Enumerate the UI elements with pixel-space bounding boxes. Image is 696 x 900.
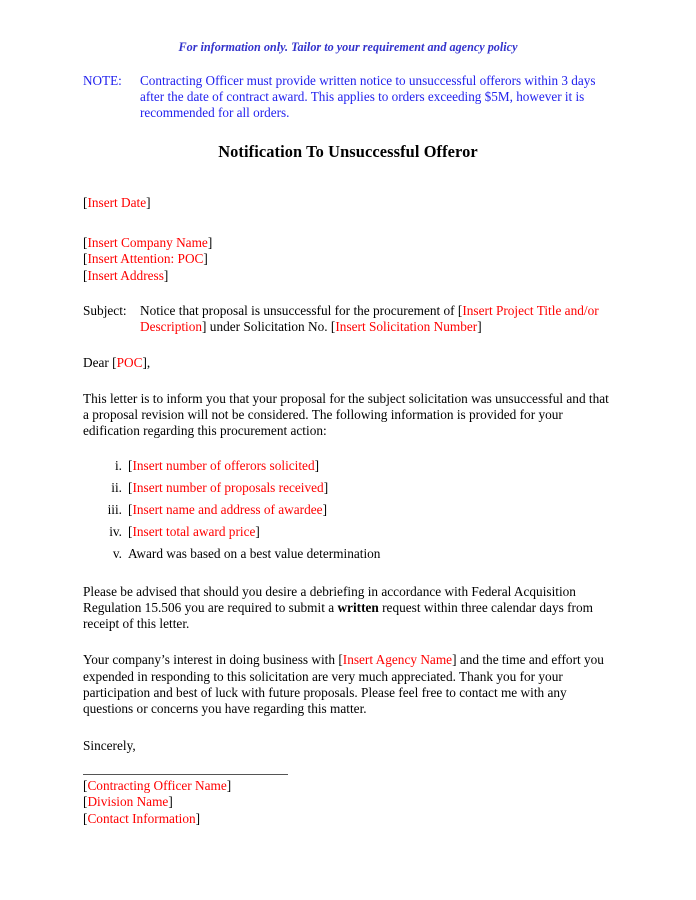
addressee-block: [83, 235, 613, 284]
list-marker: v.: [112, 546, 122, 562]
bracket-open: [: [83, 267, 88, 283]
attention-placeholder: Insert Attention: POC: [87, 251, 204, 267]
bracket-open: [: [83, 251, 88, 267]
bracket-open: [: [128, 479, 133, 495]
list-item: [83, 499, 613, 521]
bracket-open: [: [83, 777, 88, 793]
offerors-solicited-placeholder: Insert number of offerors solicited: [132, 457, 315, 473]
bracket-close: ]: [163, 267, 169, 283]
bracket-close: ]: [322, 501, 328, 517]
list-item-text: [128, 477, 613, 499]
bracket-close: ]: [168, 794, 173, 810]
paragraph-thanks: [83, 652, 613, 717]
subject-text-part3: ]: [477, 319, 482, 335]
thanks-part2: ] and the time and effort you expended in responding to this solicitation are very much appreciated. Thank you for your participation and best of luck with future proposals. Please feel free to contact me with any questions or concerns you have regarding this matter.: [83, 652, 604, 717]
list-marker: ii.: [111, 479, 122, 495]
procurement-info-list: [83, 455, 613, 566]
award-price-placeholder: Insert total award price: [132, 524, 256, 540]
officer-name-line: [83, 778, 613, 794]
company-placeholder: Insert Company Name: [87, 234, 208, 250]
debrief-part1: Please be advised that should you desire a debriefing in accordance with Federal Acquisition Regulation 15.506 you are required to submit a: [83, 583, 576, 615]
poc-placeholder: POC: [116, 355, 143, 371]
addressee-attention-line: [83, 251, 613, 267]
division-name-line: [83, 794, 613, 810]
page-title: Notification To Unsuccessful Offeror: [218, 141, 478, 161]
note-body: Contracting Officer must provide written notice to unsuccessful offerors within 3 days after the date of contract award. This applies to orders exceeding $5M, however it is recommended for all orders.: [140, 73, 596, 121]
contact-information-placeholder: Contact Information: [87, 810, 196, 826]
document-content: [83, 0, 613, 827]
closing-salutation: Sincerely,: [83, 737, 136, 753]
subject-label: Subject:: [83, 302, 127, 318]
list-item-text: Award was based on a best value determination: [128, 546, 381, 562]
bracket-open: [: [128, 501, 133, 517]
bracket-open: [: [83, 810, 88, 826]
contact-information-line: [83, 811, 613, 827]
list-item: [83, 477, 613, 499]
list-item: [83, 521, 613, 543]
list-item-text: [128, 499, 613, 521]
signature-line: [83, 774, 288, 775]
subject-text: [140, 303, 613, 336]
subject-row: [83, 303, 613, 336]
bracket-close: ]: [207, 234, 213, 250]
list-item-text: [128, 455, 613, 477]
bracket-close: ]: [226, 777, 232, 793]
note-block: [83, 73, 613, 122]
bracket-open: [: [83, 234, 88, 250]
date-placeholder: Insert Date: [87, 194, 147, 210]
addressee-address-line: [83, 268, 613, 284]
bracket-open: [: [128, 457, 133, 473]
salutation-suffix: ],: [142, 355, 151, 371]
officer-name-placeholder: Contracting Officer Name: [87, 777, 227, 793]
address-placeholder: Insert Address: [87, 267, 164, 283]
project-title-placeholder: Insert Project Title and/or Description: [140, 302, 599, 335]
paragraph-intro: This letter is to inform you that your proposal for the subject solicitation was unsuccessful and that a proposal revision will not be considered. The following information is provided for your edification regarding this procurement action:: [83, 390, 609, 439]
debrief-bold-word: written: [337, 599, 379, 615]
bracket-close: ]: [203, 251, 208, 267]
list-item: [83, 455, 613, 477]
paragraph-debriefing: [83, 584, 613, 633]
bracket-close: ]: [195, 810, 201, 826]
solicitation-number-placeholder: Insert Solicitation Number: [335, 319, 478, 335]
thanks-part1: Your company’s interest in doing business with [: [83, 652, 343, 668]
division-name-placeholder: Division Name: [87, 794, 169, 810]
note-label: NOTE:: [83, 73, 122, 88]
debrief-part2: request within three calendar days from receipt of this letter.: [83, 599, 593, 632]
list-item-text: [128, 521, 613, 543]
list-marker: iv.: [109, 524, 122, 540]
addressee-company-line: [83, 235, 613, 251]
proposals-received-placeholder: Insert number of proposals received: [132, 479, 324, 495]
salutation-prefix: Dear [: [83, 355, 117, 371]
bracket-close: ]: [146, 194, 151, 210]
bracket-close: ]: [255, 524, 260, 540]
bracket-close: ]: [323, 479, 329, 495]
date-line: [83, 195, 613, 211]
agency-name-placeholder: Insert Agency Name: [342, 652, 453, 668]
subject-text-part1: Notice that proposal is unsuccessful for the procurement of [: [140, 302, 463, 318]
bracket-close: ]: [314, 457, 320, 473]
bracket-open: [: [83, 194, 88, 210]
signature-block: [83, 778, 613, 827]
advisory-note: For information only. Tailor to your requirement and agency policy: [178, 40, 518, 54]
bracket-open: [: [83, 794, 88, 810]
list-marker: iii.: [107, 501, 122, 517]
list-item: [83, 543, 613, 565]
subject-text-part2: ] under Solicitation No. [: [202, 319, 336, 335]
bracket-open: [: [128, 524, 133, 540]
awardee-placeholder: Insert name and address of awardee: [132, 501, 323, 517]
list-marker: i.: [114, 457, 122, 473]
salutation: [83, 355, 613, 371]
